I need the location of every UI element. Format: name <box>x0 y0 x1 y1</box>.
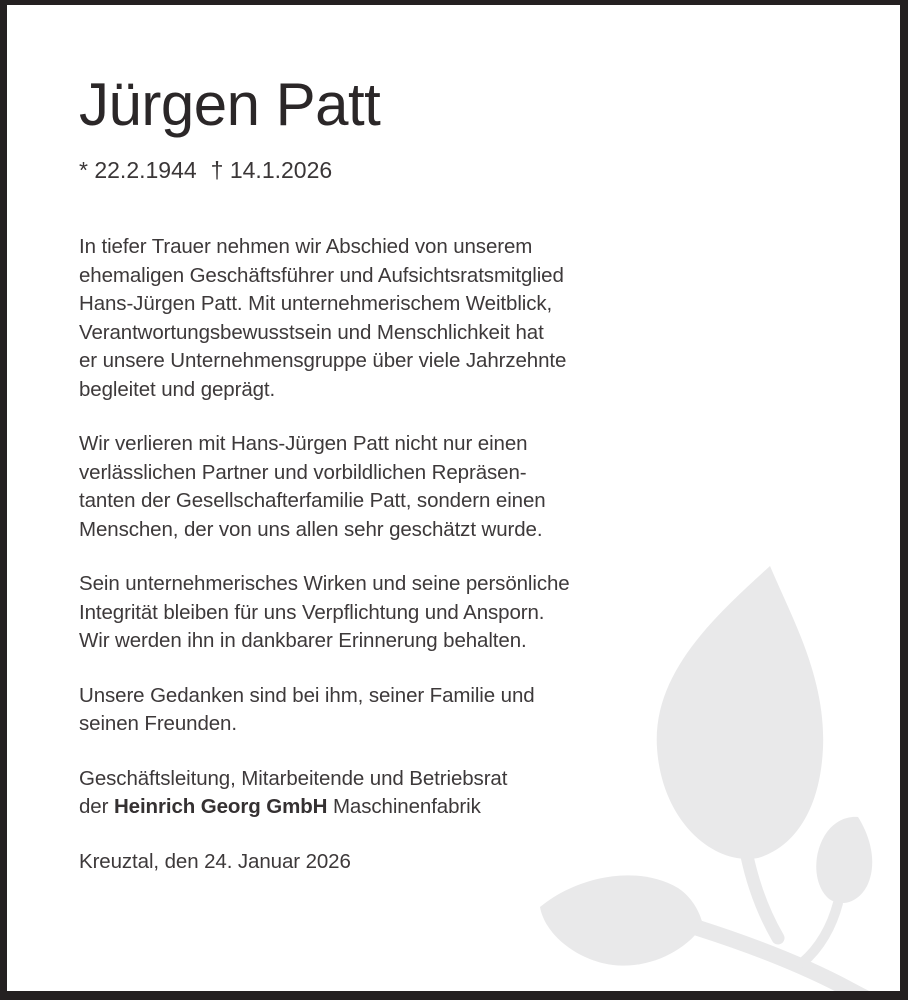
signature-line1: Geschäftsleitung, Mitarbeitende und Betriebsrat <box>79 766 508 790</box>
paragraph: In tiefer Trauer nehmen wir Abschied von unserem ehemaligen Geschäftsführer und Aufsichtsratsmitglied Hans-Jürgen Patt. Mit unternehmerischem Weitblick, Verantwortungsbewusstsein und Menschlichkeit hat er unsere Unternehmensgruppe über viele Jahrzehnte begleitet und geprägt. <box>79 235 567 401</box>
deceased-name: Jürgen Patt <box>79 71 381 138</box>
company-name: Heinrich Georg GmbH <box>113 795 328 818</box>
signature-suffix: Maschinenfabrik <box>332 795 481 818</box>
obituary-content <box>7 5 900 991</box>
paragraph: Wir verlieren mit Hans-Jürgen Patt nicht nur einen verlässlichen Partner und vorbildlichen Repräsen- tanten der Gesellschafterfamilie Patt, sondern einen Menschen, der von uns allen sehr geschätzt wurde. <box>79 432 546 541</box>
obituary-paragraphs <box>79 233 639 739</box>
birth-date: * 22.2.1944 <box>79 157 197 183</box>
paragraph: Unsere Gedanken sind bei ihm, seiner Familie und seinen Freunden. <box>79 683 535 735</box>
obituary-text <box>79 233 639 876</box>
signature-block <box>79 765 639 822</box>
place-and-date: Kreuztal, den 24. Januar 2026 <box>79 849 351 873</box>
death-date: † 14.1.2026 <box>210 157 333 183</box>
life-dates <box>79 155 860 185</box>
paragraph: Sein unternehmerisches Wirken und seine persönliche Integrität bleiben für uns Verpflichtung und Ansporn. Wir werden ihn in dankbarer Erinnerung behalten. <box>79 572 570 652</box>
signature-prefix: der <box>79 795 109 818</box>
